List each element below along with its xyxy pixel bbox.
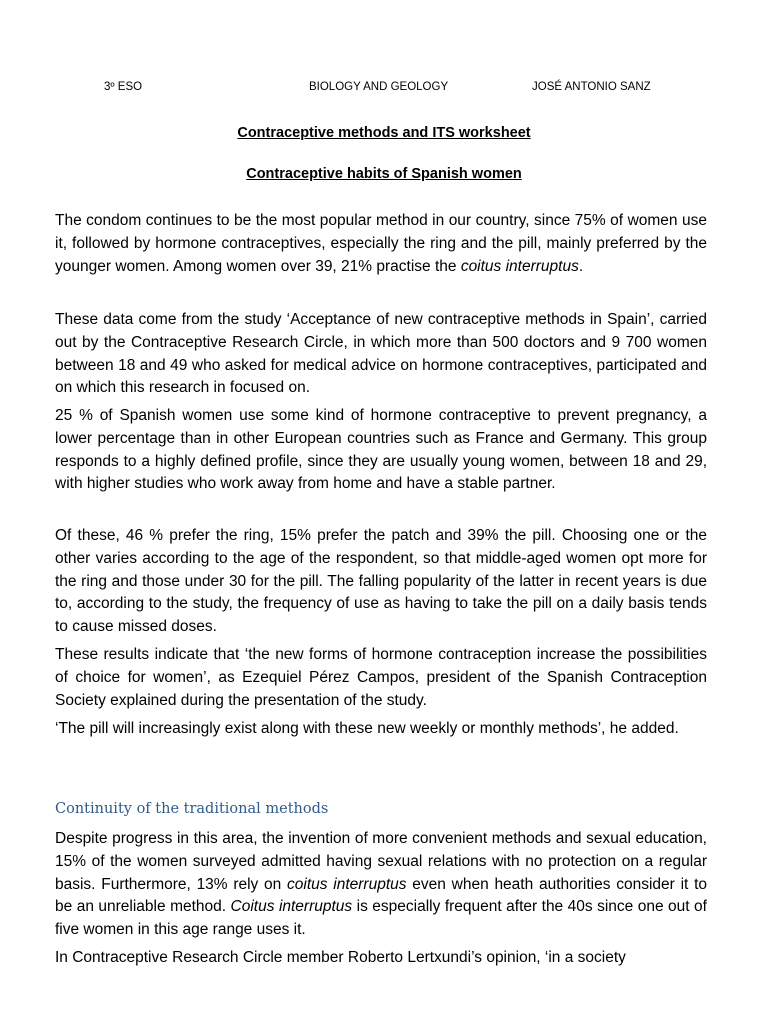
paragraph-5: These results indicate that ‘the new forms of hormone contraception increase the possibilities of choice for women’, as Ezequiel Pérez Campos, president of the Spanish Contraception Society explained during the presentation of the study.: [55, 646, 707, 709]
header-course: 3º ESO: [104, 81, 143, 93]
paragraph-6: ‘The pill will increasingly exist along with these new weekly or monthly methods’, he added.: [55, 720, 679, 737]
paragraph-1-text-b: .: [578, 257, 584, 275]
paragraph-7-text-b: even when heath authorities consider it to be an unreliable method.: [55, 875, 707, 916]
document-subtitle: Contraceptive habits of Spanish women: [246, 166, 522, 182]
header-author: JOSÉ ANTONIO SANZ: [532, 81, 651, 93]
paragraph-2: These data come from the study ‘Acceptance of new contraceptive methods in Spain’, carried out by the Contraceptive Research Circle, in which more than 500 doctors and 9 700 women between 18 and 49 who asked for medical advice on hormone contraceptives, participated and on which this research in focused on.: [55, 311, 707, 397]
paragraph-3: 25 % of Spanish women use some kind of hormone contraceptive to prevent pregnancy, a lower percentage than in other European countries such as France and Germany. This group responds to a highly defined profile, since they are usually young women, between 18 and 29, with higher studies who work away from home and have a stable partner.: [55, 407, 707, 493]
document-title: Contraceptive methods and ITS worksheet: [237, 125, 531, 141]
paragraph-8: In Contraceptive Research Circle member Roberto Lertxundi’s opinion, ‘in a society: [55, 949, 626, 966]
page-header: [0, 81, 768, 97]
paragraph-7-text-a: Despite progress in this area, the invention of more convenient methods and sexual education, 15% of the women surveyed admitted having sexual relations with no protection on a regular basis. Furthermore, 13% rely on: [55, 830, 707, 893]
paragraph-7-emphasis-2: Coitus interruptus: [230, 898, 353, 916]
paragraph-4: Of these, 46 % prefer the ring, 15% prefer the patch and 39% the pill. Choosing one or the other varies according to the age of the respondent, so that middle-aged women opt more for the ring and those under 30 for the pill. The falling popularity of the latter in recent years is due to, according to the study, the frequency of use as having to take the pill on a daily basis tends to cause missed doses.: [55, 527, 707, 636]
paragraph-1-emphasis: coitus interruptus: [460, 257, 579, 275]
section-heading: Continuity of the traditional methods: [55, 801, 329, 817]
paragraph-7-text-c: is especially frequent after the 40s since one out of five women in this age range uses it.: [55, 898, 707, 939]
paragraph-1-text-a: The condom continues to be the most popular method in our country, since 75% of women use it, followed by hormone contraceptives, especially the ring and the pill, mainly preferred by the younger women. Among women over 39, 21% practise the: [55, 212, 707, 275]
paragraph-7-emphasis-1: coitus interruptus: [287, 875, 407, 893]
paragraph-1: [55, 210, 707, 278]
paragraph-7: [55, 828, 707, 942]
header-subject: BIOLOGY AND GEOLOGY: [309, 81, 449, 93]
